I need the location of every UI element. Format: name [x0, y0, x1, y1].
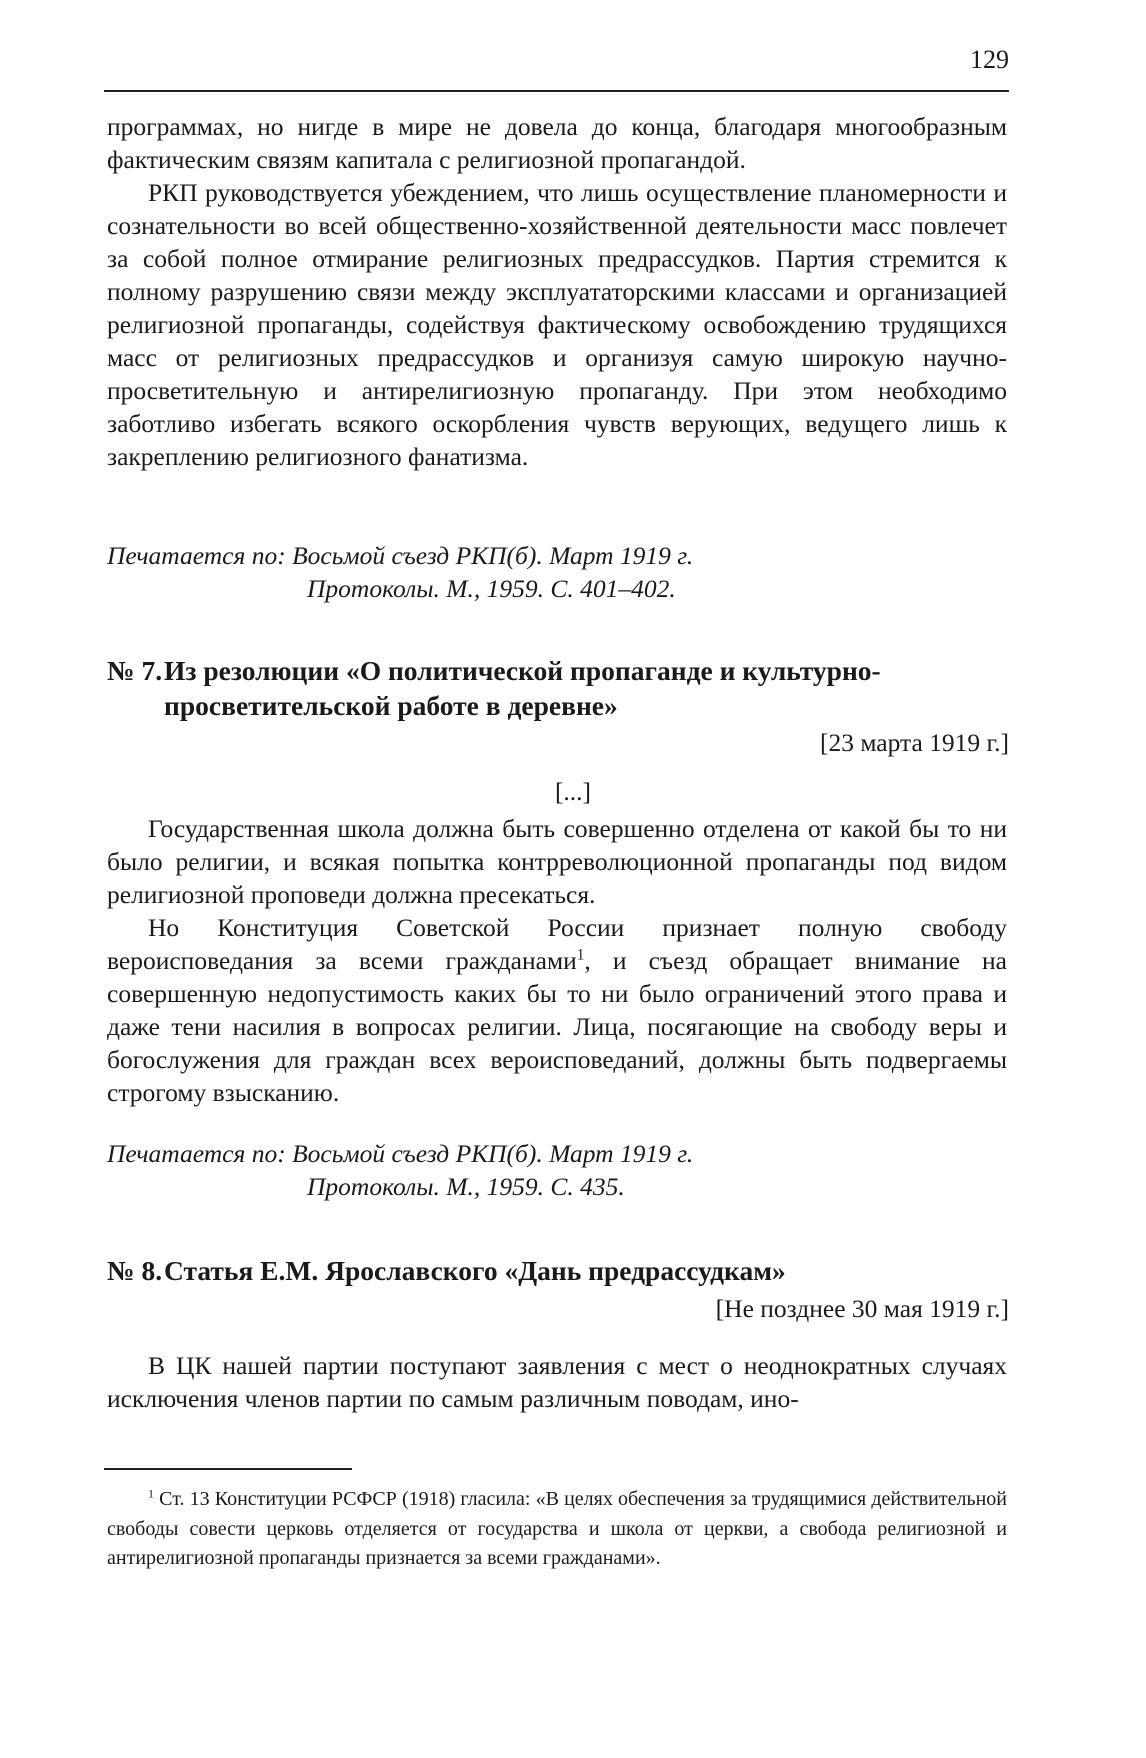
continuation-paragraph-1: программах, но нигде в мире не довела до конца, благодаря многообразным фактическим связям капитала с религиозной пропагандой. — [107, 112, 1007, 174]
page-number: 129 — [970, 45, 1009, 74]
footnote — [107, 1485, 1007, 1574]
document-8-number: № 8. — [107, 1255, 163, 1286]
source-citation-1-line1: Печатается по: Восьмой съезд РКП(б). Март 1919 г. — [107, 541, 694, 570]
source-citation-1 — [107, 539, 1007, 605]
continuation-paragraph-2: РКП руководствуется убеждением, что лишь осуществление планомерности и сознательности во всей общественно-хозяйственной деятельности масс повлечет за собой полное отмирание религиозных предрассудков. Партия стремится к полному разрушению связи между эксплуататорскими классами и организацией религиозной пропаганды, содействуя фактическому освобождению трудящихся масс от религиозных предрассудков и организуя самую широкую научно-просветительную и антирелигиозную пропаганду. При этом необходимо заботливо избегать всякого оскорбления чувств верующих, ведущего лишь к закреплению религиозного фанатизма. — [107, 178, 1007, 471]
document-7-number: № 7. — [107, 655, 163, 686]
source-citation-2-line2: Протоколы. М., 1959. С. 435. — [307, 1172, 625, 1201]
document-7-title-line1: Из резолюции «О политической пропаганде и культурно- — [164, 655, 881, 686]
document-7-paragraph-2-end: , и съезд обращает внимание на совершенную недопустимость каких бы то ни было ограничений этого права и даже тени насилия в вопросах религии. Лица, посягающие на свободу веры и богослужения для граждан всех вероисповеданий, должны быть подвергаемы строгому взысканию. — [107, 946, 1007, 1107]
source-citation-2 — [107, 1137, 1007, 1203]
document-7-paragraph-2 — [107, 911, 1007, 1109]
source-citation-1-line2: Протоколы. М., 1959. С. 401–402. — [307, 574, 676, 603]
document-8-heading — [107, 1253, 1007, 1288]
document-7-paragraph-2-start: Но Конституция Советской России признает полную свободу вероисповедания за всеми гражданами — [107, 913, 1007, 975]
header-rule — [104, 90, 1009, 92]
footnote-reference: 1 — [576, 946, 585, 964]
source-citation-2-line1: Печатается по: Восьмой съезд РКП(б). Март 1919 г. — [107, 1139, 694, 1168]
footnote-rule — [104, 1468, 352, 1470]
document-8-paragraph-1: В ЦК нашей партии поступают заявления с мест о неоднократных случаях исключения членов партии по самым различным поводам, ино- — [107, 1351, 1007, 1413]
document-7-date: [23 марта 1919 г.] — [819, 728, 1009, 757]
document-7-heading — [107, 653, 1007, 723]
footnote-marker: 1 — [148, 1486, 154, 1501]
footnote-text: Ст. 13 Конституции РСФСР (1918) гласила: «В целях обеспечения за трудящимися действительной свободы совести церковь отделяется от государства и школа от церкви, а свобода религиозной и антирелигиозной пропаганды признается за всеми гражданами». — [107, 1488, 1007, 1569]
document-7-paragraph-1: Государственная школа должна быть совершенно отделена от какой бы то ни было религии, и всякая попытка контрреволюционной пропаганды под видом религиозной проповеди должна пресекаться. — [107, 814, 1007, 909]
document-7-title-line2: просветительской работе в деревне» — [164, 690, 618, 721]
document-8-title: Статья Е.М. Ярославского «Дань предрассудкам» — [164, 1255, 786, 1286]
omission-marker: [...] — [554, 777, 592, 806]
document-8-date: [Не позднее 30 мая 1919 г.] — [715, 1294, 1009, 1323]
